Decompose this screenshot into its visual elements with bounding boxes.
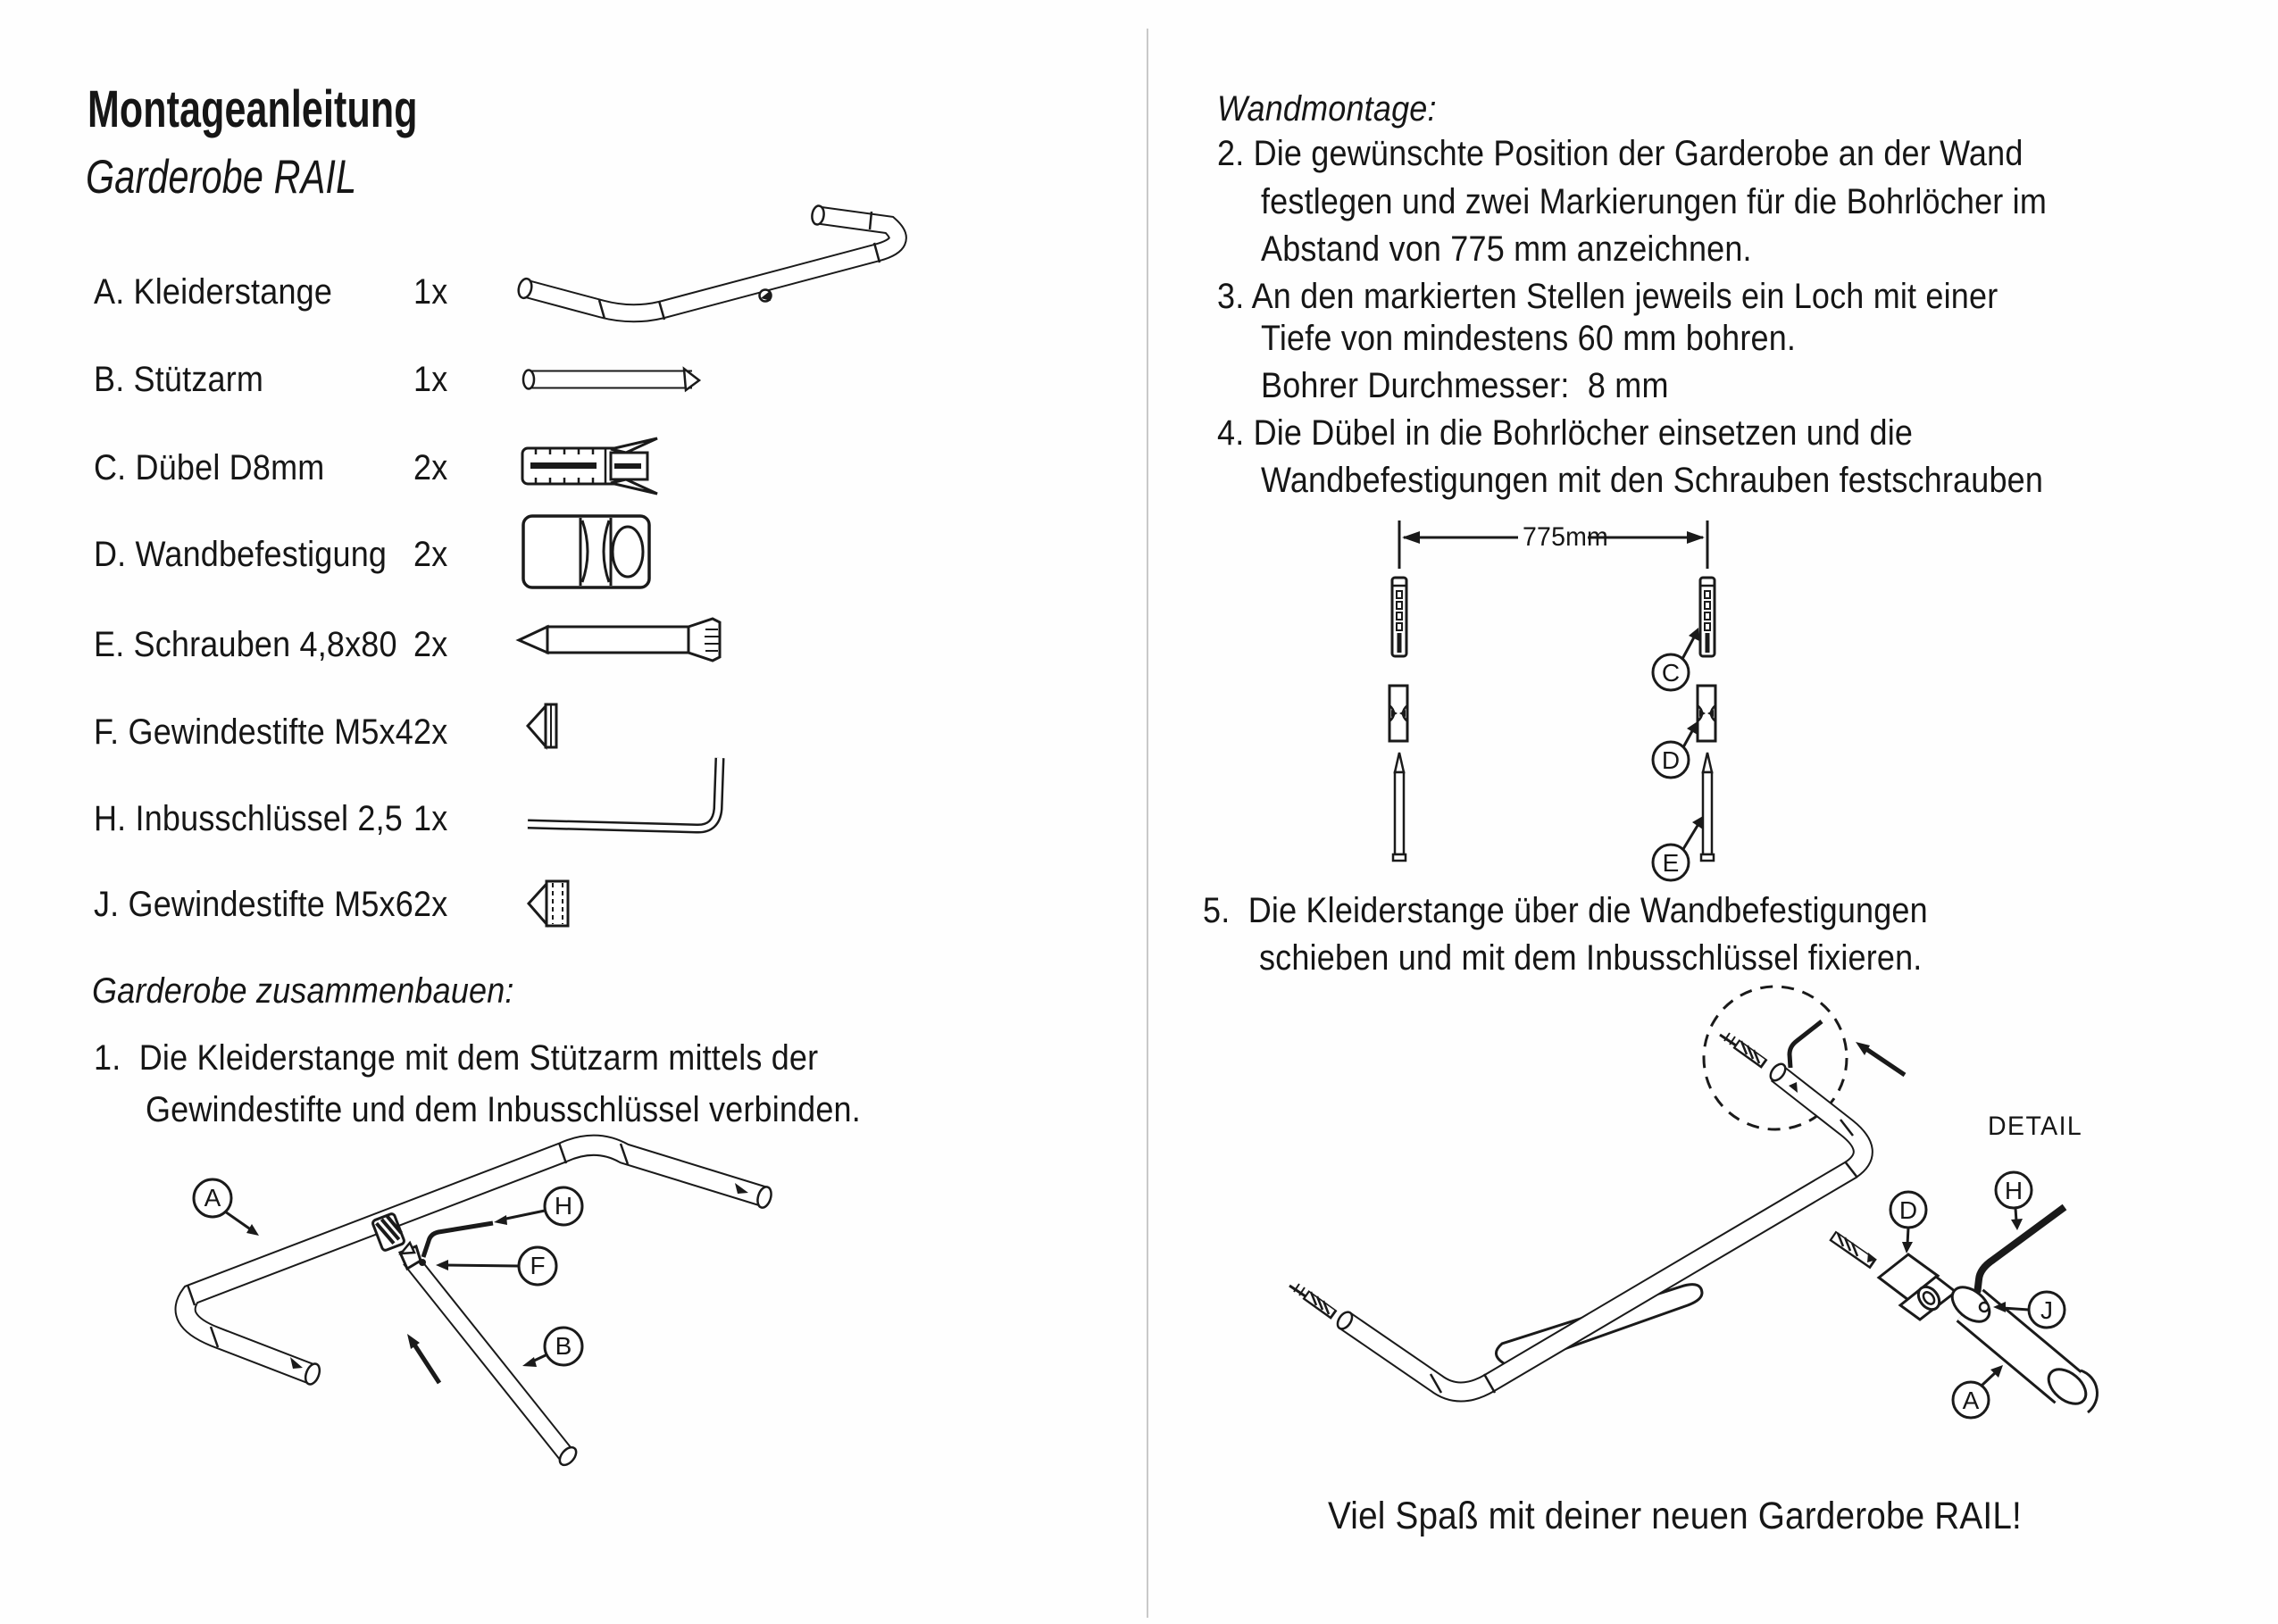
page-title: Montageanleitung bbox=[88, 80, 418, 138]
callout-a: A bbox=[204, 1184, 221, 1212]
callout-c: C bbox=[1661, 659, 1681, 687]
wall-mount-diagram bbox=[1389, 521, 1715, 880]
wallmount-step-5: 5. Die Kleiderstange über die Wandbefestigungen bbox=[1203, 891, 1928, 930]
part-label-a: A. Kleiderstange bbox=[94, 272, 333, 312]
set-screw-j-target bbox=[1980, 1303, 1989, 1312]
part-label-c: C. Dübel D8mm bbox=[94, 448, 325, 487]
wall-bracket bbox=[1698, 686, 1715, 741]
part-label-d: D. Wandbefestigung bbox=[94, 535, 388, 574]
set-screw-f-target bbox=[419, 1259, 426, 1266]
part-count-f: 2x bbox=[413, 712, 448, 752]
assemble-heading: Garderobe zusammenbauen: bbox=[92, 971, 514, 1011]
callout-f: F bbox=[530, 1252, 546, 1279]
part-count-j: 2x bbox=[413, 885, 448, 924]
set-screw-icon bbox=[529, 881, 568, 926]
wallmount-heading: Wandmontage: bbox=[1217, 89, 1437, 129]
wall-bracket-icon bbox=[523, 516, 649, 587]
callout-j: J bbox=[2040, 1296, 2053, 1324]
page-subtitle: Garderobe RAIL bbox=[86, 151, 357, 204]
callout-d: D bbox=[1661, 746, 1681, 774]
part-count-e: 2x bbox=[413, 625, 448, 664]
part-label-j: J. Gewindestifte M5x6 bbox=[94, 885, 413, 924]
part-label-e: E. Schrauben 4,8x80 bbox=[94, 625, 397, 664]
detail-heading: DETAIL bbox=[1988, 1112, 2083, 1141]
wall-bracket bbox=[1389, 686, 1407, 741]
part-count-c: 2x bbox=[413, 448, 448, 487]
wallmount-line-7: 4. Die Dübel in die Bohrlöcher einsetzen und die bbox=[1217, 413, 1914, 453]
part-count-d: 2x bbox=[413, 535, 448, 574]
wall-plug bbox=[1392, 578, 1406, 656]
wall-plug-icon bbox=[522, 438, 657, 494]
wallmount-line-2: festlegen und zwei Markierungen für die Bohrlöcher im bbox=[1261, 182, 2048, 221]
dimension-label: 775mm bbox=[1523, 522, 1608, 552]
allen-key bbox=[423, 1223, 493, 1257]
assembly-diagram bbox=[186, 1143, 774, 1468]
screw-icon bbox=[519, 619, 720, 661]
wallmount-line-3: Abstand von 775 mm anzeichnen. bbox=[1261, 229, 1752, 269]
callout-e: E bbox=[1662, 849, 1680, 877]
wallmount-step-5b: schieben und mit dem Inbusschlüssel fixieren. bbox=[1259, 938, 1923, 978]
screw bbox=[1393, 753, 1406, 861]
callout-d2: D bbox=[1898, 1196, 1918, 1224]
callout-h: H bbox=[554, 1192, 573, 1220]
part-count-a: 1x bbox=[413, 272, 448, 312]
threaded-pin bbox=[1720, 1033, 1765, 1064]
exploded-bracket bbox=[1832, 1233, 1956, 1320]
closing-message: Viel Spaß mit deiner neuen Garderobe RAIL! bbox=[1328, 1495, 2022, 1537]
assemble-step-1: 1. Die Kleiderstange mit dem Stützarm mittels der bbox=[94, 1038, 819, 1078]
wallmount-line-8: Wandbefestigungen mit den Schrauben festschrauben bbox=[1261, 461, 2044, 500]
wallmount-line-1: 2. Die gewünschte Position der Garderobe an der Wand bbox=[1217, 134, 2023, 173]
wallmount-line-5: Tiefe von mindestens 60 mm bohren. bbox=[1261, 319, 1797, 358]
rail-icon bbox=[517, 205, 898, 320]
part-count-h: 1x bbox=[413, 799, 448, 838]
support-arm-icon bbox=[523, 369, 699, 390]
screw bbox=[1701, 753, 1714, 861]
threaded-pin bbox=[1289, 1284, 1334, 1315]
allen-key bbox=[1790, 1021, 1822, 1068]
set-screw-icon bbox=[528, 704, 556, 747]
wallmount-line-6: Bohrer Durchmesser: 8 mm bbox=[1261, 366, 1669, 405]
assemble-step-1b: Gewindestifte und dem Inbusschlüssel verbinden. bbox=[146, 1090, 861, 1129]
wall-plug bbox=[1700, 578, 1715, 656]
part-label-f: F. Gewindestifte M5x4 bbox=[94, 712, 413, 752]
callout-b: B bbox=[555, 1332, 572, 1360]
part-count-b: 1x bbox=[413, 360, 448, 399]
part-label-h: H. Inbusschlüssel 2,5 bbox=[94, 799, 403, 838]
detail-diagram bbox=[1289, 987, 2098, 1418]
callout-h2: H bbox=[2004, 1177, 2023, 1204]
callout-a2: A bbox=[1962, 1387, 1980, 1414]
wallmount-line-4: 3. An den markierten Stellen jeweils ein Loch mit einer bbox=[1217, 277, 1998, 316]
allen-key-icon bbox=[528, 758, 720, 829]
part-label-b: B. Stützarm bbox=[94, 360, 264, 399]
